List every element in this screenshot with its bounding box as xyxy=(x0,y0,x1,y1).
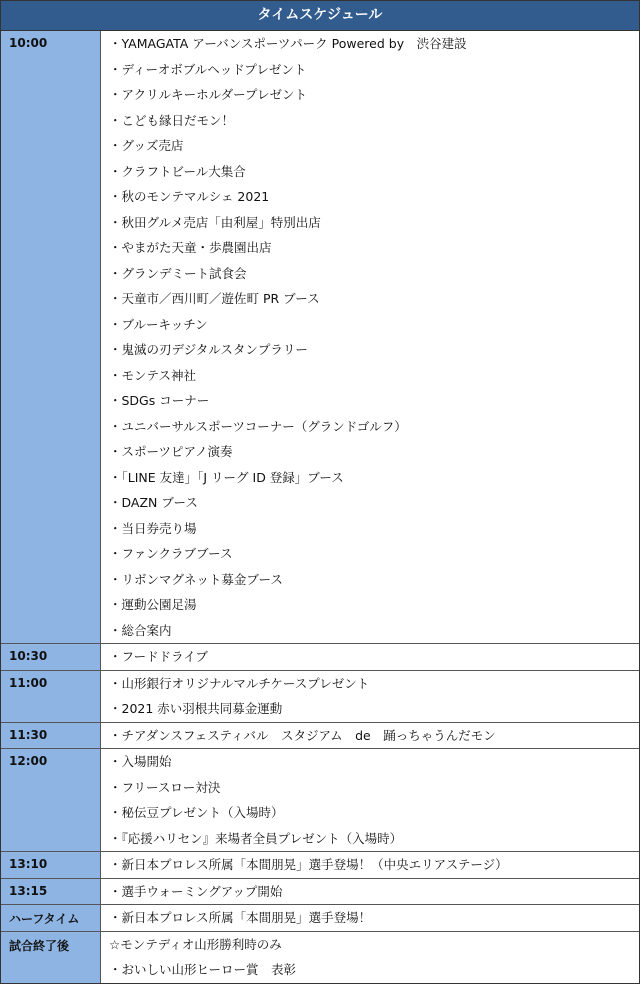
time-cell: 10:30 xyxy=(1,644,101,670)
event-item: ・「LINE 友達」「J リーグ ID 登録」ブース xyxy=(109,469,344,485)
event-item: ・モンテス神社 xyxy=(109,367,197,383)
event-item: ・ファンクラブブース xyxy=(109,546,233,561)
schedule-row xyxy=(1,723,639,750)
event-list xyxy=(101,852,639,878)
event-item: ・SDGs コーナー xyxy=(109,393,210,408)
event-item: ・グッズ売店 xyxy=(109,138,184,153)
time-cell: 10:00 xyxy=(1,31,101,643)
event-item: ・スポーツピアノ演奏 xyxy=(109,444,233,459)
event-item: ・こども縁日だモン！ xyxy=(109,112,235,128)
time-cell: ハーフタイム xyxy=(1,905,101,931)
event-list xyxy=(101,671,639,722)
event-list xyxy=(101,905,639,931)
event-item: ・新日本プロレス所属「本間朋晃」選手登場！ xyxy=(109,910,372,925)
event-item: ・『応援ハリセン』来場者全員プレゼント（入場時） xyxy=(109,830,403,846)
event-list xyxy=(101,644,639,670)
schedule-rows xyxy=(1,31,639,983)
time-cell: 13:15 xyxy=(1,879,101,905)
event-item: ・新日本プロレス所属「本間朋晃」選手登場！（中央エリアステージ） xyxy=(109,857,508,872)
event-list xyxy=(101,749,639,851)
event-item: ・やまがた天童・歩農園出店 xyxy=(109,240,272,255)
event-item: ・秘伝豆プレゼント（入場時） xyxy=(109,805,284,820)
event-item: ・鬼滅の刃デジタルスタンプラリー xyxy=(109,342,308,357)
time-cell: 11:00 xyxy=(1,671,101,722)
event-item: ・選手ウォーミングアップ開始 xyxy=(109,883,283,899)
event-item: ・秋のモンテマルシェ 2021 xyxy=(109,189,270,204)
event-list xyxy=(101,932,639,983)
event-item: ☆モンテディオ山形勝利時のみ xyxy=(109,936,282,952)
event-item: ・YAMAGATA アーバンスポーツパーク Powered by 渋谷建設 xyxy=(109,36,467,51)
event-item: ・ディーオボブルヘッドプレゼント xyxy=(109,61,307,77)
schedule-row xyxy=(1,879,639,906)
event-item: ・アクリルキーホルダープレゼント xyxy=(109,87,308,102)
event-item: ・天童市／西川町／遊佐町 PR ブース xyxy=(109,291,320,306)
event-item: ・山形銀行オリジナルマルチケースプレゼント xyxy=(109,675,370,691)
event-item: ・当日券売り場 xyxy=(109,520,197,536)
event-item: ・ブルーキッチン xyxy=(109,316,208,332)
event-item: ・クラフトビール大集合 xyxy=(109,163,246,179)
schedule-row xyxy=(1,932,639,983)
time-cell: 試合終了後 xyxy=(1,932,101,983)
event-item: ・2021 赤い羽根共同募金運動 xyxy=(109,701,283,716)
event-item: ・グランデミート試食会 xyxy=(109,265,247,281)
time-cell: 11:30 xyxy=(1,723,101,749)
event-item: ・DAZN ブース xyxy=(109,495,198,510)
event-item: ・入場開始 xyxy=(109,754,172,769)
event-item: ・総合案内 xyxy=(109,622,172,638)
event-item: ・フリースロー対決 xyxy=(109,779,221,795)
event-item: ・フードドライブ xyxy=(109,649,208,664)
event-item: ・リボンマグネット募金ブース xyxy=(109,571,283,587)
event-item: ・運動公園足湯 xyxy=(109,597,197,612)
event-list xyxy=(101,723,639,749)
event-item: ・ユニバーサルスポーツコーナー（グランドゴルフ） xyxy=(109,418,407,434)
schedule-row xyxy=(1,644,639,671)
table-title: タイムスケジュール xyxy=(1,1,639,31)
schedule-row xyxy=(1,671,639,723)
event-list xyxy=(101,879,639,905)
schedule-row xyxy=(1,31,639,644)
event-item: ・チアダンスフェスティバル スタジアム de 踊っちゃうんだモン xyxy=(109,727,496,743)
time-cell: 13:10 xyxy=(1,852,101,878)
schedule-row xyxy=(1,749,639,852)
event-item: ・おいしい山形ヒーロー賞 表彰 xyxy=(109,962,297,977)
event-item: ・秋田グルメ売店「由利屋」特別出店 xyxy=(109,214,321,230)
schedule-row xyxy=(1,905,639,932)
event-list xyxy=(101,31,639,643)
time-cell: 12:00 xyxy=(1,749,101,851)
schedule-row xyxy=(1,852,639,879)
